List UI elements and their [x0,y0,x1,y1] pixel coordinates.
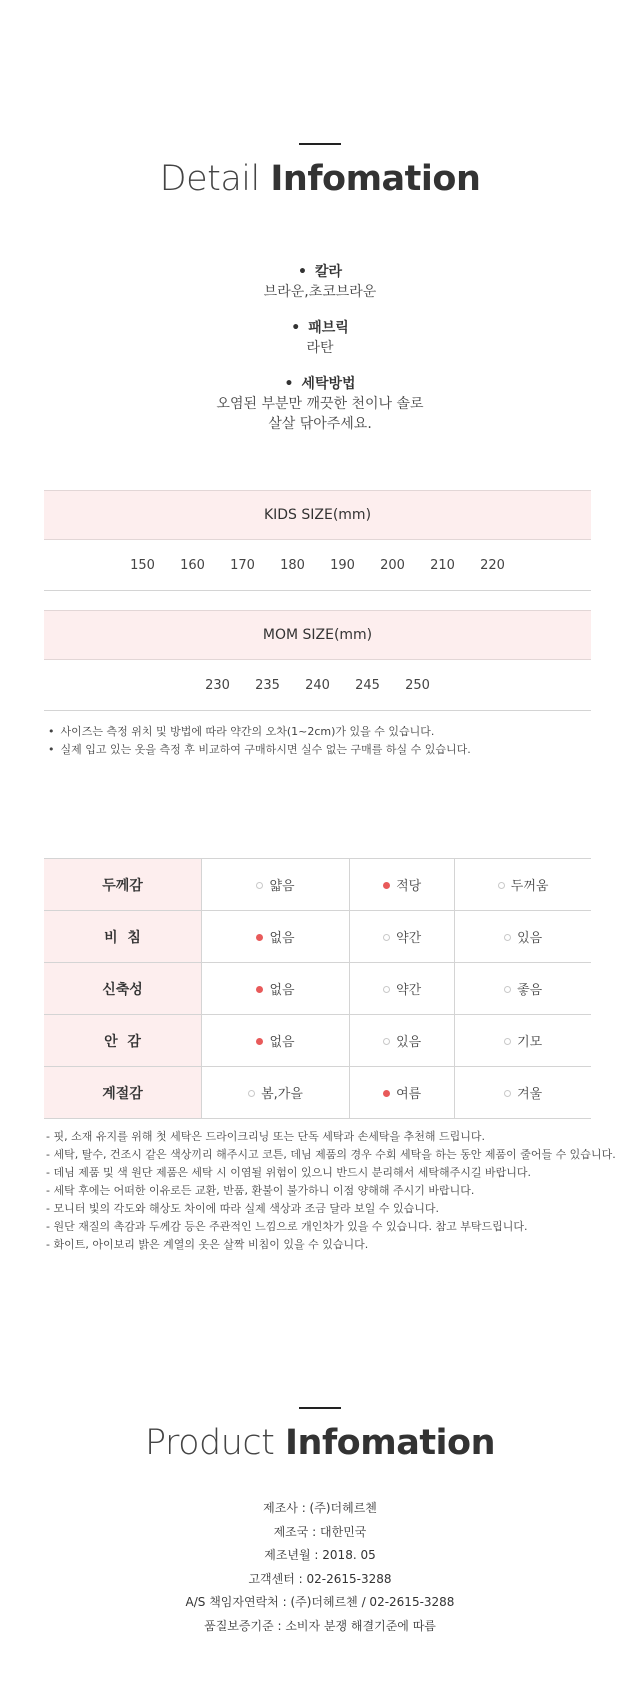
product-attributes [0,262,640,450]
kids-size-row [44,540,591,591]
property-row-season [44,1067,591,1119]
unselected-dot-icon [504,1090,511,1097]
size-value: 220 [480,557,505,573]
property-option [202,911,350,963]
option-text: 있음 [517,931,543,946]
product-info-line: 제조국 : 대한민국 [273,1524,367,1539]
size-value: 200 [380,557,405,573]
product-info [0,1497,640,1638]
heading-divider [299,143,341,145]
attribute-label: • 패브릭 [0,318,640,338]
size-value: 170 [230,557,255,573]
care-notes [46,1128,616,1254]
unselected-dot-icon [248,1090,255,1097]
option-text: 없음 [269,983,295,998]
property-row-sheerness [44,911,591,963]
property-option [202,963,350,1015]
size-value: 210 [430,557,455,573]
detail-heading [0,143,640,201]
property-option [350,1015,455,1067]
size-value: 160 [180,557,205,573]
size-notes [48,723,471,759]
size-value: 245 [355,677,380,693]
property-row-lining [44,1015,591,1067]
attribute-value: 라탄 [306,340,334,356]
size-value: 190 [330,557,355,573]
selected-dot-icon [383,1090,390,1097]
attribute-label: • 세탁방법 [0,374,640,394]
product-info-line: 고객센터 : 02-2615-3288 [248,1571,392,1586]
mom-size-table [44,610,591,711]
property-row-stretch [44,963,591,1015]
property-option [455,1067,591,1119]
unselected-dot-icon [383,986,390,993]
care-note: - 화이트, 아이보리 밝은 계열의 옷은 살짝 비침이 있을 수 있습니다. [46,1238,369,1251]
property-label: 비 침 [44,911,202,963]
property-option [202,1067,350,1119]
product-title-bold: Infomation [285,1423,496,1463]
product-title-light: Product [144,1423,275,1463]
unselected-dot-icon [504,934,511,941]
size-value: 240 [305,677,330,693]
property-option [350,859,455,911]
unselected-dot-icon [498,882,505,889]
kids-size-table [44,490,591,591]
property-label: 안 감 [44,1015,202,1067]
size-value: 235 [255,677,280,693]
care-note: - 세탁, 탈수, 건조시 같은 색상끼리 해주시고 코튼, 데님 제품의 경우 수회 세탁을 하는 동안 제품이 줄어들 수 있습니다. [46,1148,616,1161]
property-row-thickness [44,859,591,911]
property-option [350,911,455,963]
mom-size-title: MOM SIZE(mm) [44,610,591,660]
care-note: - 데님 제품 및 색 원단 제품은 세탁 시 이염될 위험이 있으니 반드시 분리해서 세탁해주시길 바랍니다. [46,1166,531,1179]
product-heading [0,1407,640,1465]
heading-divider [299,1407,341,1409]
kids-size-title: KIDS SIZE(mm) [44,490,591,540]
selected-dot-icon [256,1038,263,1045]
option-text: 약간 [396,931,422,946]
care-note: - 핏, 소재 유지를 위해 첫 세탁은 드라이크리닝 또는 단독 세탁과 손세탁을 추천해 드립니다. [46,1130,485,1143]
attribute-value: 오염된 부분만 깨끗한 천이나 솔로 살살 닦아주세요. [216,396,424,432]
unselected-dot-icon [256,882,263,889]
option-text: 여름 [396,1087,422,1102]
attribute-color [0,262,640,302]
property-option [350,1067,455,1119]
option-text: 봄,가을 [261,1087,303,1102]
selected-dot-icon [256,934,263,941]
selected-dot-icon [383,882,390,889]
option-text: 없음 [269,931,295,946]
product-info-line: 제조사 : (주)더헤르첸 [263,1501,377,1515]
attribute-washing [0,374,640,434]
attribute-value: 브라운,초코브라운 [263,284,377,300]
size-note: • 사이즈는 측정 위치 및 방법에 따라 약간의 오차(1~2cm)가 있을 수 있습니다. [48,723,471,741]
option-text: 적당 [396,879,422,894]
option-text: 없음 [269,1035,295,1050]
property-option [350,963,455,1015]
option-text: 기모 [517,1035,543,1050]
size-value: 180 [280,557,305,573]
unselected-dot-icon [383,1038,390,1045]
size-value: 250 [405,677,430,693]
selected-dot-icon [256,986,263,993]
care-note: - 원단 재질의 촉감과 두께감 등은 주관적인 느낌으로 개인차가 있을 수 있습니다. 참고 부탁드립니다. [46,1220,528,1233]
property-option [455,963,591,1015]
option-text: 얇음 [269,879,295,894]
unselected-dot-icon [504,986,511,993]
size-value: 230 [205,677,230,693]
size-note: • 실제 입고 있는 옷을 측정 후 비교하여 구매하시면 실수 없는 구매를 하실 수 있습니다. [48,741,471,759]
property-option [202,859,350,911]
property-table [44,858,591,1119]
product-info-line: A/S 책임자연락처 : (주)더헤르첸 / 02-2615-3288 [185,1595,455,1609]
unselected-dot-icon [504,1038,511,1045]
option-text: 두꺼움 [510,879,549,894]
size-value: 150 [130,557,155,573]
attribute-label: • 칼라 [0,262,640,282]
property-option [455,911,591,963]
option-text: 겨울 [517,1087,543,1102]
detail-title [0,157,640,201]
detail-title-light: Detail [159,159,260,199]
unselected-dot-icon [383,934,390,941]
property-option [202,1015,350,1067]
option-text: 좋음 [517,983,543,998]
property-option [455,1015,591,1067]
property-option [455,859,591,911]
option-text: 약간 [396,983,422,998]
attribute-fabric [0,318,640,358]
product-info-line: 제조년월 : 2018. 05 [264,1548,376,1562]
mom-size-row [44,660,591,711]
detail-title-bold: Infomation [270,159,481,199]
product-info-line: 품질보증기준 : 소비자 분쟁 해결기준에 따름 [204,1618,436,1633]
care-note: - 모니터 빛의 각도와 해상도 차이에 따라 실제 색상과 조금 달라 보일 수 있습니다. [46,1202,439,1215]
care-note: - 세탁 후에는 어떠한 이유로든 교환, 반품, 환불이 불가하니 이점 양해해 주시기 바랍니다. [46,1184,475,1197]
property-label: 신축성 [44,963,202,1015]
product-title [0,1421,640,1465]
property-label: 두께감 [44,859,202,911]
property-label: 계절감 [44,1067,202,1119]
option-text: 있음 [396,1035,422,1050]
